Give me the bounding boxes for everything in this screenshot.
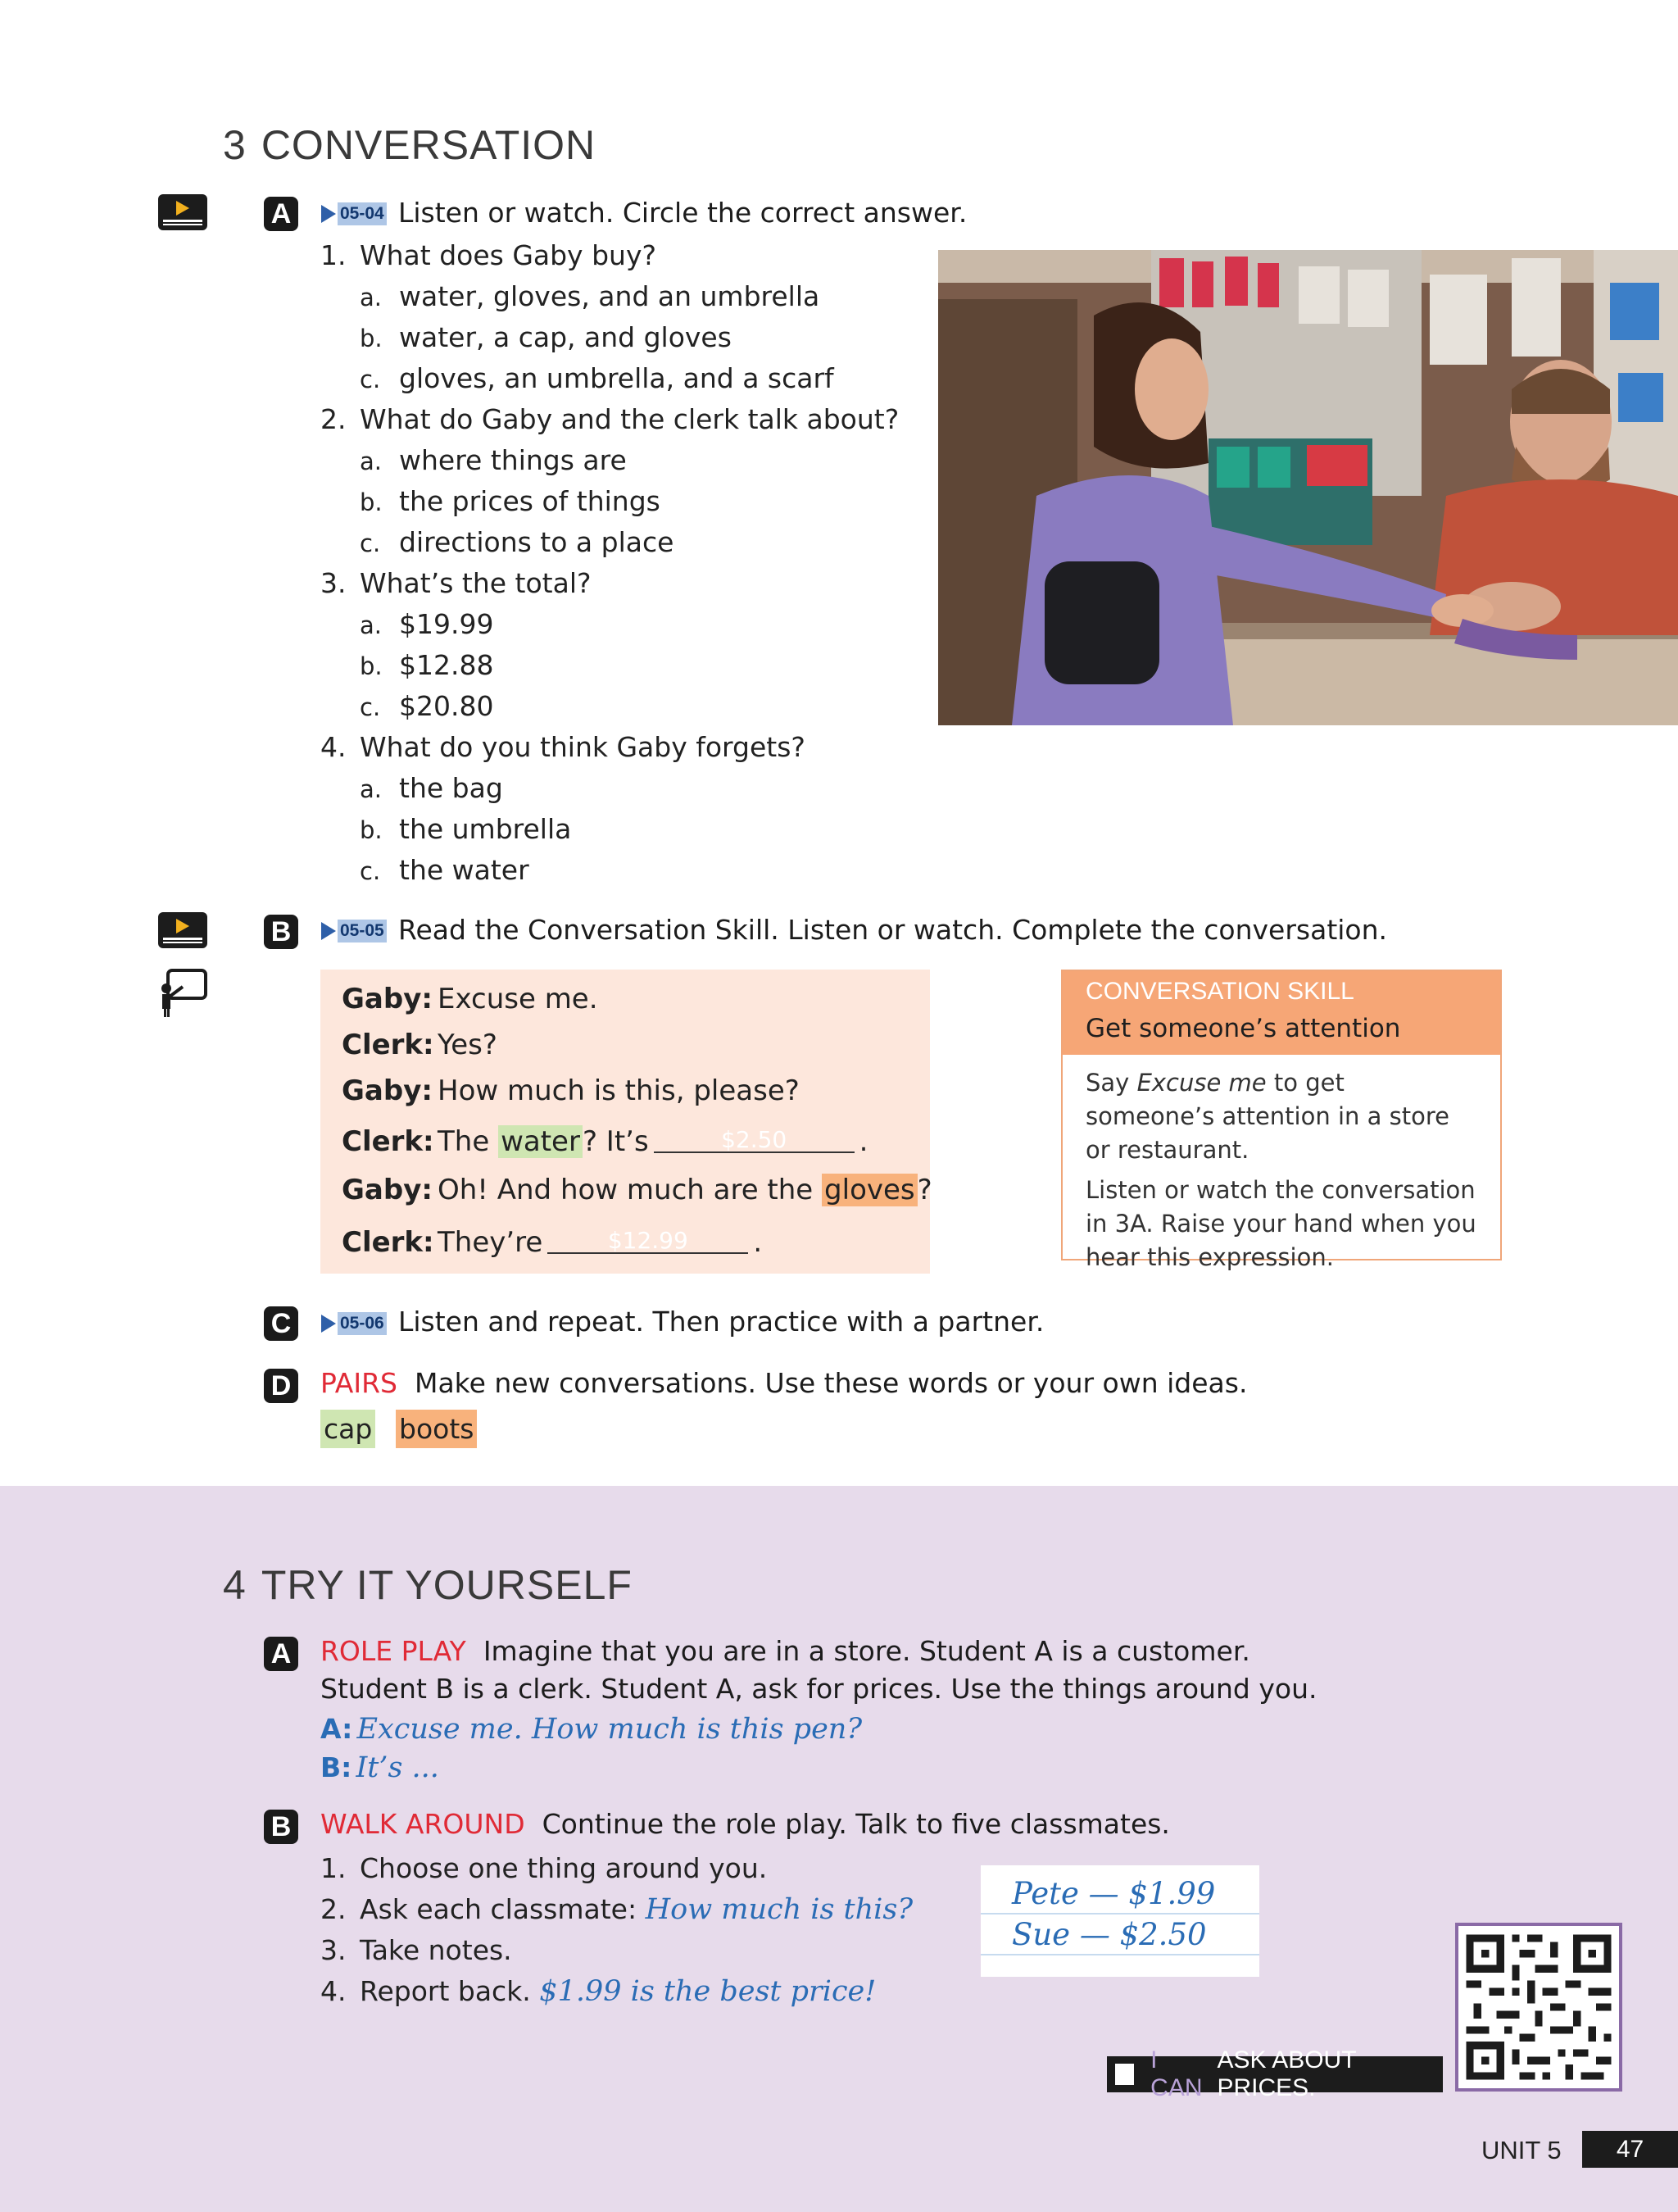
option[interactable]: b. the umbrella	[360, 813, 572, 845]
section-4-title: 4 TRY IT YOURSELF	[223, 1562, 633, 1608]
play-icon	[321, 922, 336, 940]
option[interactable]: a. the bag	[360, 772, 503, 804]
conversation-line: Clerk: Yes?	[342, 1029, 497, 1061]
exercise-letter-b: B	[264, 1810, 298, 1844]
highlight-word: water	[498, 1125, 583, 1158]
note-line: Sue — $2.50	[981, 1914, 1259, 1955]
option[interactable]: c. directions to a place	[360, 526, 674, 558]
skill-header: CONVERSATION SKILL Get someone’s attention	[1063, 971, 1500, 1055]
conversation-line: Clerk: They’re $12.99 .	[342, 1226, 763, 1259]
option[interactable]: a. water, gloves, and an umbrella	[360, 280, 820, 312]
word-chip: cap	[320, 1410, 375, 1448]
audio-track[interactable]: 05-05	[321, 919, 387, 943]
question-4: 4. What do you think Gaby forgets?	[320, 731, 805, 763]
example-line: A: Excuse me. How much is this pen?	[320, 1713, 863, 1746]
question-list	[320, 239, 899, 895]
exercise-letter-a: A	[264, 197, 298, 231]
note-line: Pete — $1.99	[981, 1874, 1259, 1914]
answer-blank[interactable]: $2.50	[654, 1125, 855, 1153]
exercise-letter-c: C	[264, 1306, 298, 1341]
video-icon[interactable]	[158, 194, 207, 230]
option[interactable]: a. where things are	[360, 444, 627, 476]
conversation-line: Gaby: Excuse me.	[342, 983, 598, 1015]
question-2: 2. What do Gaby and the clerk talk about?	[320, 403, 900, 435]
conversation-line: Gaby: Oh! And how much are the gloves ?	[342, 1174, 932, 1206]
exercise-letter-b: B	[264, 915, 298, 949]
store-scene-illustration	[938, 250, 1678, 725]
can-do-statement: I CAN ASK ABOUT PRICES.	[1107, 2056, 1443, 2092]
presentation-icon[interactable]	[158, 967, 209, 1018]
answer-blank[interactable]: $12.99	[547, 1226, 748, 1254]
step: 4. Report back. $1.99 is the best price!	[320, 1975, 877, 2008]
qr-code[interactable]	[1455, 1923, 1622, 2092]
play-icon	[321, 1315, 336, 1333]
instruction: Read the Conversation Skill. Listen or watch. Complete the conversation.	[398, 914, 1388, 946]
conversation-box	[320, 970, 930, 1274]
option[interactable]: c. the water	[360, 854, 529, 886]
instruction: ROLE PLAY Imagine that you are in a store. Student A is a customer.	[320, 1635, 1250, 1667]
exercise-letter-d: D	[264, 1369, 298, 1403]
exercise-letter-a: A	[264, 1637, 298, 1671]
option[interactable]: c. $20.80	[360, 690, 494, 722]
page-number: 47	[1582, 2131, 1678, 2168]
video-still-photo[interactable]	[938, 250, 1678, 725]
play-icon	[321, 205, 336, 223]
checkbox[interactable]	[1115, 2064, 1134, 2085]
step: 3. Take notes.	[320, 1934, 512, 1966]
audio-track[interactable]: 05-06	[321, 1311, 387, 1336]
step: 1. Choose one thing around you.	[320, 1852, 768, 1884]
skill-body	[1063, 1055, 1500, 1286]
word-chip: boots	[396, 1410, 477, 1448]
skill-paragraph: Say Excuse me to get someone’s attention in a store or restaurant.	[1086, 1069, 1449, 1164]
section-3-title: 3 CONVERSATION	[223, 122, 596, 168]
step: 2. Ask each classmate: How much is this?	[320, 1893, 914, 1926]
instruction-continued: Student B is a clerk. Student A, ask for prices. Use the things around you.	[320, 1673, 1317, 1705]
conversation-line: Clerk: The water ? It’s $2.50 .	[342, 1125, 868, 1158]
qr-code-icon	[1458, 1926, 1619, 2088]
question-3: 3. What’s the total?	[320, 567, 592, 599]
option[interactable]: b. $12.88	[360, 649, 494, 681]
option[interactable]: a. $19.99	[360, 608, 494, 640]
skill-paragraph: Listen or watch the conversation in 3A. Raise your hand when you hear this expression.	[1086, 1176, 1476, 1271]
highlight-word: gloves	[822, 1174, 918, 1206]
instruction: WALK AROUND Continue the role play. Talk to five classmates.	[320, 1808, 1170, 1840]
example-line: B: It’s ...	[320, 1751, 439, 1784]
conversation-line: Gaby: How much is this, please?	[342, 1074, 800, 1107]
option[interactable]: c. gloves, an umbrella, and a scarf	[360, 362, 834, 394]
option[interactable]: b. water, a cap, and gloves	[360, 321, 732, 353]
conversation-skill-box	[1061, 970, 1502, 1271]
step-list	[320, 1852, 913, 2016]
video-icon[interactable]	[158, 912, 207, 948]
unit-label: UNIT 5	[1481, 2136, 1562, 2164]
notes-card	[981, 1865, 1259, 1977]
option[interactable]: b. the prices of things	[360, 485, 660, 517]
question-1: 1. What does Gaby buy?	[320, 239, 656, 271]
instruction: Listen or watch. Circle the correct answer.	[398, 197, 968, 229]
instruction: PAIRS Make new conversations. Use these words or your own ideas.	[320, 1367, 1248, 1399]
instruction: Listen and repeat. Then practice with a partner.	[398, 1306, 1045, 1338]
audio-track[interactable]: 05-04	[321, 202, 387, 226]
